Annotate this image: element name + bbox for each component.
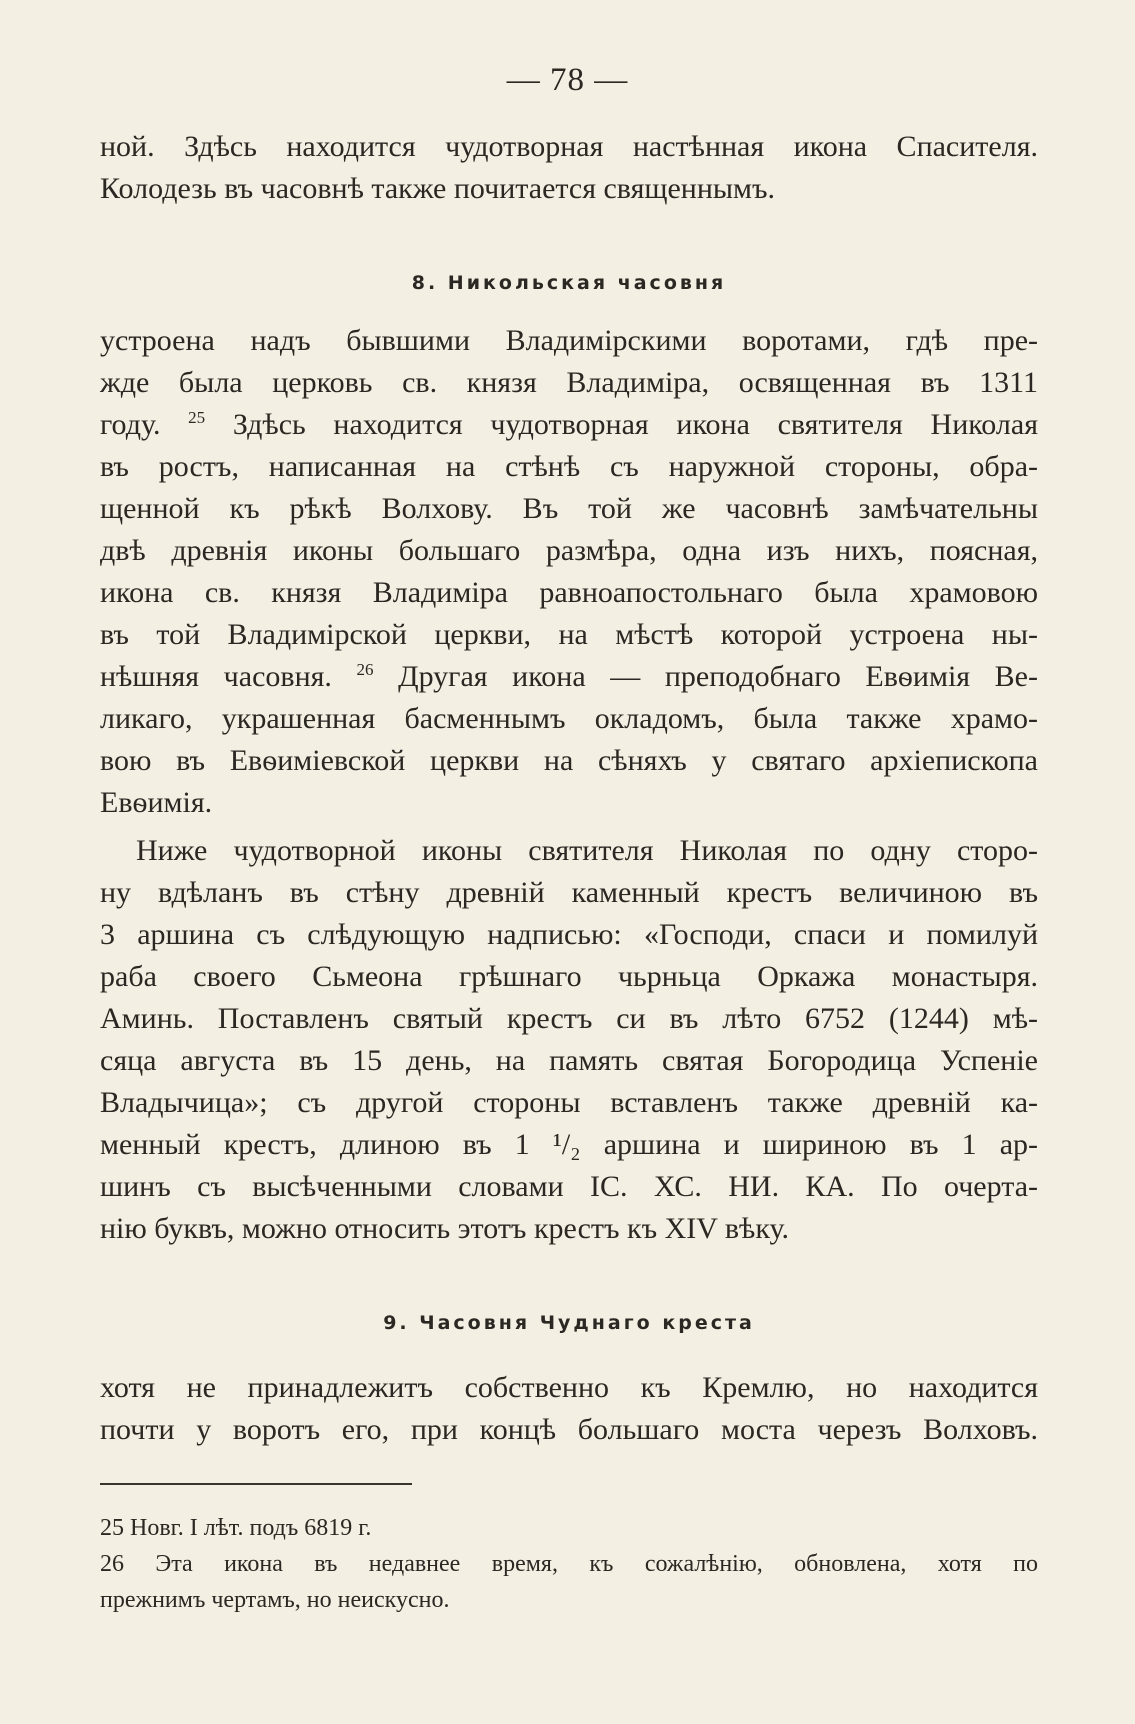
text-line: въ ростъ, написанная на стѣнѣ съ наружной стороны, обра- (100, 450, 1038, 483)
text-line: устроена надъ бывшими Владимірскими воротами, гдѣ пре- (100, 324, 1038, 357)
footnotes (100, 1510, 1038, 1618)
text-fragment: году. (100, 408, 189, 441)
section8-paragraph1 (100, 320, 1038, 824)
text-line: ликаго, украшенная басменнымъ окладомъ, была также храмо- (100, 702, 1038, 735)
text-line: Аминь. Поставленъ святый крестъ си въ лѣто 6752 (1244) мѣ- (100, 1002, 1038, 1035)
text-line: вою въ Евѳиміевской церкви на сѣняхъ у святаго архіепископа (100, 744, 1038, 777)
section-heading-9: 9. Часовня Чуднаго креста (383, 1312, 755, 1334)
text-line: икона св. князя Владиміра равноапостольнаго была храмовою (100, 576, 1038, 609)
continuation-text (100, 126, 1038, 210)
text-fragment: нѣшняя часовня. (100, 660, 357, 693)
text-line: Ниже чудотворной иконы святителя Николая по одну сторо- (136, 834, 1038, 867)
text-line: Колодезь въ часовнѣ также почитается священнымъ. (100, 172, 776, 205)
text-line: сяца августа въ 15 день, на память святая Богородица Успеніе (100, 1044, 1038, 1077)
section-heading-8: 8. Никольская часовня (411, 272, 727, 294)
text-line: раба своего Сьмеона грѣшнаго чьрньца Оркажа монастыря. (100, 960, 1038, 993)
text-line: Евѳимія. (100, 786, 213, 819)
text-line (100, 656, 1038, 698)
text-line: жде была церковь св. князя Владиміра, освященная въ 1311 (100, 366, 1038, 399)
text-line: нію буквъ, можно относить этотъ крестъ къ XIV вѣку. (100, 1212, 789, 1245)
footnote-25: 25 Новг. I лѣт. подъ 6819 г. (100, 1515, 372, 1541)
text-line: ной. Здѣсь находится чудотворная настѣнная икона Спасителя. (100, 130, 1038, 163)
text-line: двѣ древнія иконы большаго размѣра, одна изъ нихъ, поясная, (100, 534, 1038, 567)
footnote-ref-25: 25 (188, 408, 206, 427)
section8-paragraph2 (100, 830, 1038, 1250)
text-line: щенной къ рѣкѣ Волхову. Въ той же часовнѣ замѣчательны (100, 492, 1038, 525)
text-fragment: Другая икона — преподобнаго Евѳимія Ве- (373, 660, 1038, 693)
text-line: 3 аршина съ слѣдующую надписью: «Господи, спаси и помилуй (100, 918, 1038, 951)
text-line: Владычица»; съ другой стороны вставленъ также древній ка- (100, 1086, 1038, 1119)
text-line: почти у воротъ его, при концѣ большаго моста черезъ Волховъ. (100, 1413, 1038, 1446)
section9-paragraph (100, 1367, 1038, 1451)
text-fragment: Здѣсь находится чудотворная икона святителя Николая (205, 408, 1038, 441)
footnote-26: 26 Эта икона въ недавнее время, къ сожалѣнію, обновлена, хотя по (100, 1551, 1038, 1577)
text-line: въ той Владимірской церкви, на мѣстѣ которой устроена ны- (100, 618, 1038, 651)
footnote-divider (100, 1483, 412, 1485)
text-line: менный крестъ, длиною въ 1 ¹/₂ аршина и шириною въ 1 ар- (100, 1128, 1038, 1161)
footnote-26-cont: прежнимъ чертамъ, но неискусно. (100, 1587, 450, 1613)
text-line: шинъ съ высѣченными словами IС. ХС. НИ. КА. По очерта- (100, 1170, 1038, 1203)
text-line (100, 404, 1038, 446)
page-number: — 78 — (506, 62, 629, 98)
text-line: ну вдѣланъ въ стѣну древній каменный крестъ величиною въ (100, 876, 1038, 909)
footnote-ref-26: 26 (356, 660, 374, 679)
text-line: хотя не принадлежитъ собственно къ Кремлю, но находится (100, 1371, 1038, 1404)
